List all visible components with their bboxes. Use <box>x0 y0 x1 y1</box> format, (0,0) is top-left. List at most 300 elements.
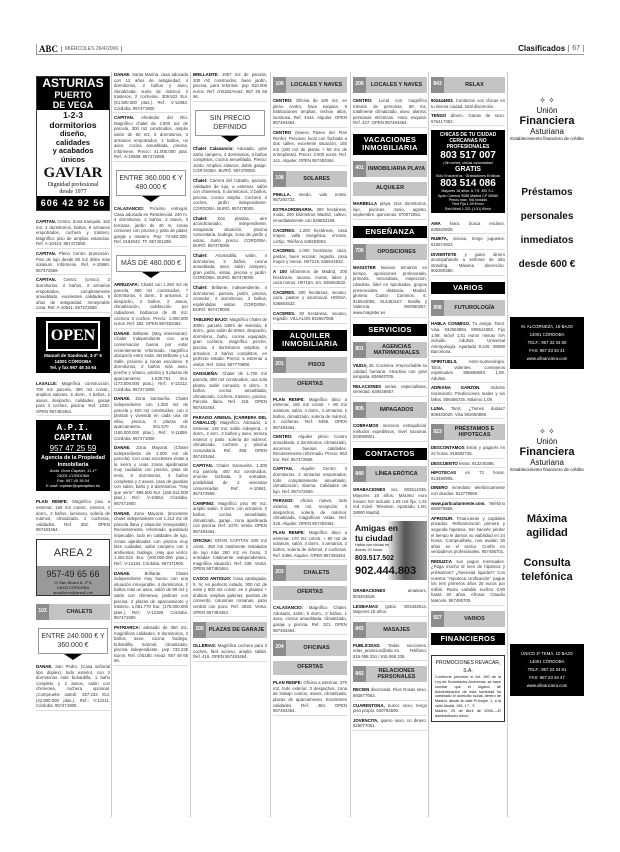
arrow-down-icon <box>142 196 160 202</box>
classified-ad <box>36 499 110 535</box>
section-header-inmobiliaria-playa <box>353 161 427 177</box>
ad-line: diseño, <box>59 129 87 138</box>
ad-text: Brillante, independiente, 4 dormitorios, parcela, jardín, piscina, comedor, 4 dormitorios, 3 baños, espléndidas vistas. CORDOBA. BURÓ. 957478000. <box>193 285 267 313</box>
ad-line: ¡Sin cortes, chicas conectadas! <box>443 161 493 166</box>
ad-text: San Pedro. (Casa señorial tipo dúplex), todo exterior, con 2 dormitorios más buhardilla, 1 baño completo y 2 aseos, salón con chimenea, cochera opcional. ¡Compruebe usted!. 257.233 Eur. (42.800.000 ptas.). Ref.: V-12211. Córdoba. 957471900. <box>36 664 110 709</box>
column-divider <box>270 72 271 817</box>
price-range-box <box>116 255 186 272</box>
ad-lead: PINILLA. <box>273 191 291 197</box>
section-label: LOCALES Y NAVES <box>370 82 423 88</box>
price-range-label: MÁS DE 480.000 € <box>121 260 181 268</box>
category-banner: ALQUILER INMOBILIARIA <box>273 330 347 351</box>
classified-ad <box>431 470 505 483</box>
ad-text: Nuevos temarios en tiempo, oposiciones profesorado, primaria, secundaria, inspección, cátedras, líder en aprobados, grupos presenciales, distancia, Madrid, glorieta Cuatro Caminos, 6. 915543065, 914453167. Sevilla y Valencia. 902050267. www.magister.es <box>353 265 427 315</box>
ad-line: Madrid, 25 de Abril de 2006.—El administrador único. <box>435 708 501 718</box>
classified-ad <box>353 423 427 442</box>
classified-ad <box>193 538 267 574</box>
ad-text: sus pagos mensuales. ¿Paga mucho al mes de hipoteca y préstamos? ¿Necesita liquidez? Con nuestra "Hipoteca Unificación" pague los tres primeros años 25 euros por millón. Resto variable euríbor 0,80 hasta 30 años. Afrosur. Claudio Marcelo. 957485700. <box>431 558 505 604</box>
ad-lead: DANAE. <box>114 445 131 451</box>
ad-line: Amigas en <box>355 523 398 534</box>
ad-text: Chalet Sansueña. 1.300 m2 parcela, 400 m2 construidos, enorme fachada, 2 entradas, posibilidad de 2 viviendas comunicadas. Ref: A-10661. 957472559. <box>193 463 267 497</box>
ad-text: Magnífica construcción, 700 m2 parcela, 380 m2 constr., amplios salones, 5 dorm., 4 baños, 2 aseos, despacho, calidades, garaje para 3 coches, piscina. Ref. 1030. OPEN 957483464. <box>36 380 110 414</box>
classified-ad <box>431 321 505 357</box>
ad-line: AREA 2 <box>53 547 93 560</box>
ad-text: Magnífico Chalet. Adosado, salón, 5 dorm., 2 baños, 1 aseo, cocina amueblada, climatizado, garaje y piscina. Ref. 321. OPEN 957483464. <box>273 605 347 633</box>
ad-lead: CACERES. <box>273 248 296 254</box>
ad-text: morosos extrajudicial, métodos expeditivos, nivel nacional. 933069921. <box>353 423 427 440</box>
ad-text: Zona Mayoral. (Chalet independiente de 2.000 m2 de parcela). Con unas excelentes vistas a la sierra y unas zonas ajardinadas muy cuidadas con piscina, pista de tenis, 5 dormitorios, 3 baños completos y 2 aseos, casa de guardas con salón, baño y 2 dormitorios. "Hay que verlo". 986.500 Eur. (160.812.000 ptas.). Ref.: V-10664. Córdoba. 957471900. <box>114 445 188 507</box>
ad-line: Agencia de la Propiedad Inmobiliaria <box>41 455 105 468</box>
section-header-relax <box>431 77 505 93</box>
ad-text: Tarot. ¿Tienes dudas? 806403020. Visa 902050898. <box>431 406 506 417</box>
classified-ad <box>431 461 505 469</box>
section-number: 706 <box>353 244 366 260</box>
ad-lead: RELACIONES <box>353 383 382 389</box>
subsection-header: OFERTAS <box>273 586 347 600</box>
ad-lead: HABLA CONMIGO. <box>431 321 471 327</box>
ad-lead: BRILLANTE: <box>193 72 219 77</box>
ad-text: Alquiler pleno Centro amueblado, 2 dormitorios, climatizado, ascensor, buenas calidades. Recientemente reformado. Precio: 563 Eur. Ref. 957472559. <box>273 434 347 462</box>
column-4 <box>273 72 347 718</box>
section-header-oficinas <box>273 640 347 656</box>
ad-line: area2inmo@area2.net <box>37 590 109 595</box>
section-header-chalets <box>36 604 110 620</box>
column-1 <box>36 72 110 713</box>
section-number: 843 <box>431 77 444 93</box>
ad-lead: GRABACIONES <box>353 588 386 594</box>
classified-ad <box>193 415 267 462</box>
classified-ad <box>193 317 267 369</box>
section-number: 103 <box>36 604 49 620</box>
classified-ad <box>114 331 188 395</box>
ad-line: Avda. Gran Capitán, 11-1º <box>49 468 97 474</box>
section-label: PLAZAS DE GARAJE <box>208 627 265 634</box>
ad-line: 1-2-3 <box>63 110 83 120</box>
ad-line: 14001 CÓRDOBA <box>36 359 110 365</box>
display-ad-area <box>36 539 110 596</box>
display-ad-open <box>36 317 110 373</box>
ad-line: y acabados <box>52 146 94 155</box>
ad-line: Tel. y fax 957 48 34 64 <box>36 365 110 371</box>
category-banner: VACACIONES INMOBILIARIA <box>353 134 427 155</box>
ad-text: Magnífica cochera para 2 coches, fácil acceso, amplia salida. Ref. 416. OPEN 957483464. <box>193 643 267 660</box>
ad-line: Consulta <box>523 557 571 569</box>
ad-lead: DANAE. <box>114 570 131 576</box>
ad-lead: DANAE. <box>114 72 131 77</box>
ad-lead: PLAN RENFE: <box>273 530 305 536</box>
ad-line: Mayores 18 años. A.T.S. 300 S.L. <box>441 189 495 194</box>
section-number: 927 <box>431 611 444 627</box>
ad-lead: DIVIERTETE <box>431 251 457 257</box>
ad-lead: AFROSUR. <box>431 515 454 521</box>
classified-ad <box>431 516 505 557</box>
ad-line: GRATIS <box>455 165 481 173</box>
classified-ad <box>273 207 347 226</box>
ad-text: Centro. (Unico). 2 dormitorios, 2 baños, 3 armarios empotrados, completamente amueblado, excelentes calidades, 5 años de antigüedad. Inmejorable zona. Ref. A-10641. 957472559. <box>36 277 110 311</box>
ad-lead: EXTRAORDINARIA. <box>273 206 314 212</box>
classified-ad <box>193 285 267 315</box>
ad-lead: AMA <box>431 221 441 227</box>
ad-line: DE VEGA <box>37 100 109 110</box>
ad-lead: ARRUZAFA: <box>114 282 140 288</box>
classified-ad <box>353 687 427 700</box>
ad-lead: CENTRO: <box>353 98 373 103</box>
classified-ad <box>273 498 347 528</box>
ad-lead: PARAISO ARENAL (CARRERA DEL CABALLO): <box>193 414 267 426</box>
section-label: CHALETS <box>303 570 330 577</box>
ad-line: CERCANAS NO PROFESIONALES <box>446 138 490 151</box>
ad-lead: CAPITAN. <box>36 277 56 283</box>
ad-text: Chalet de 1.700 m2 parcela, 280 m2 construidos, una sola planta, salón comedor, 6 dorm., 3 baños, cocina amueblada, climatizado, cochera, trastero, piscina. Parcela llana. Ref. 318. OPEN 957483464. <box>193 371 267 410</box>
column-divider <box>350 72 351 817</box>
classified-ad <box>353 718 427 731</box>
ad-line: ASTURIAS <box>37 77 109 90</box>
ad-line: 14001 CÓRDOBA <box>529 332 565 337</box>
ad-text: dinero. Ganas de sexo. 676417352. <box>431 113 505 124</box>
arrow-down-icon <box>221 136 239 142</box>
ad-lead: OLLERIAS: <box>193 643 217 649</box>
ad-line: Precio máx. IVA incluido <box>448 198 488 202</box>
ad-lead: CAPITAN. <box>36 219 56 224</box>
ad-text: Todas secciones. relax_anuncios@abc.es. Teléfono: 915 068 334 / 915 068 335. <box>353 642 427 659</box>
ad-lead: COBRAMOS <box>353 423 379 429</box>
ad-text: Carrera del Caballo, parcela, calidades de lujo, a estrenar, salón con chimenea, 5 dormitorios, 3 baños, piscina, cocina amplia. Cochera 2 coches, jardín independiente. CORDOBA. BURÓ. 957478000. <box>193 177 267 211</box>
section-number: 401 <box>353 161 366 177</box>
ad-line: Asturiana <box>530 458 564 467</box>
section-label: AGENCIAS MATRIMONIALES <box>373 344 420 357</box>
ad-text: Magnífico piso a estrenar, 150 m2 constr., exterior, 4 dorm., 2 baños, luminoso, solería de mármol, climatizado, 2 cocheras, calidades. Ref. 302. OPEN 957483464. <box>36 499 110 533</box>
ad-text: Magnífico chalet de 300m. parcela 340m de vivienda, 5 dorm., gran salón de 60m2, despacho, dormitorio, baño, cocina equipada, gran cochera, magnífico porche, piscina, 4 dormitorios amplios, 4 armarios, 2 baños completos, en perfecto estado. Precio: a estrenar a visitar. Ref. 3194. 957776808. <box>193 317 267 367</box>
section-number: 201 <box>273 357 286 373</box>
section-label: LÍNEA ERÓTICA <box>375 471 418 478</box>
classified-ad <box>36 251 110 275</box>
column-divider <box>190 72 191 817</box>
ad-lead: DESCONTAMOS <box>431 445 465 451</box>
classified-ad <box>353 384 427 397</box>
ad-lead: Chalet: <box>193 177 208 183</box>
section-number: 842 <box>353 666 366 682</box>
ad-text: amateurs. 803403628. <box>353 588 427 599</box>
page-masthead <box>36 44 584 55</box>
ad-lead: HIPOTECAS <box>431 470 457 476</box>
section-header-locales-y-naves <box>353 77 427 93</box>
display-ad-amigas <box>353 521 427 580</box>
ad-lead: LESBIANAS <box>353 603 378 609</box>
display-ad-ufa-contact <box>510 317 584 369</box>
subsection-header: OFERTAS <box>273 661 347 675</box>
section-header-chalets <box>273 565 347 581</box>
ad-lead: DINERO <box>431 485 448 491</box>
ad-text: Magnífico ático a estrenar, 150 m2 constr. + 80 m2 solarium, salón, 4 dorm., 4 armarios, 2 baños, climatizado, solería de mármol, 2 cocheras. Ref. 6456. OPEN 957483464. <box>273 396 348 430</box>
ad-text: Oficina a estrenar, 375 m2, todo exterior, 3 despachos, zona de trabajo común, aseos, climatizada, plazas de aparcamiento. Excelentes calidades. Ref. 484. OPEN 957483464. <box>273 680 348 714</box>
display-ad-api <box>36 420 110 491</box>
ad-lead: 902444803. <box>431 98 454 103</box>
classified-ad <box>431 252 505 276</box>
ad-line: CAPITAN <box>54 433 92 444</box>
ad-text: Próximo entregal. Casa adosada en Residencial. 240 m, 4 dormitorios, 2 baños, 2 aseos, 3 terrazas, jardín de 40 m, zonas comunes con piscina y pista de pádel, garaje y trastero. Pvp: 74.500.000. Ref. 0194043. TF. 957401298. <box>114 205 188 245</box>
ad-line: Unión <box>536 106 558 115</box>
classified-ad <box>431 359 505 383</box>
ad-line: Establecimiento financiero de crédito <box>510 467 584 472</box>
section-label: PRÉSTAMOS E HIPOTECAS <box>454 426 495 439</box>
ad-text: divorciada. Ríos Rosas sexo. 692677663. <box>353 687 427 699</box>
ad-line: ÚNICO 2º TEMA, 10 BAJO <box>521 651 573 656</box>
ad-line: únicos <box>60 154 86 164</box>
ad-line: FAX: 957 33 34 41 <box>529 348 565 353</box>
ad-line: Apdo Correos 9088 Madrid CP 28080 <box>437 193 499 198</box>
subsection-header: OFERTAS <box>273 378 347 392</box>
ad-line: 14003 CÓRDOBA <box>37 585 109 590</box>
section-header-varios <box>431 611 505 627</box>
ad-text: oficina nueva, todo exterior, 85 m2, recepción, 3 despachos, solería de mármol, climatizada, magníficas vistas. Ref. 226. Alquiler. OPEN 957483464. <box>273 498 347 526</box>
ad-lead: CENTRO <box>273 129 292 135</box>
classified-ad <box>353 703 427 716</box>
section-header-plazas-de-garaje <box>193 622 267 638</box>
classified-ad <box>273 466 347 496</box>
section-label: IMPAGADOS <box>379 407 414 414</box>
price-range-box <box>195 110 265 136</box>
ad-lead: CACERES. <box>273 310 296 316</box>
classified-ad <box>36 381 110 417</box>
ad-lead: LUNA. <box>431 406 445 412</box>
ad-lead: DESCUENTO <box>431 460 458 466</box>
section-number: 923 <box>431 424 444 440</box>
section-number: 801 <box>353 342 366 358</box>
column-divider <box>111 72 112 817</box>
ad-lead: RUBITA, <box>431 236 449 242</box>
ad-text: 1057 m2 de parcela, 200 m2 construidos, buen jardín, piscina, para reformar. pvp 810.000 euros. Ref. ch0182Area2. 957 49 65 66. <box>193 72 267 100</box>
section-title: Clasificados <box>518 44 566 53</box>
ad-lead: DANAE. <box>36 664 53 670</box>
ad-text: letras. 913240385. <box>459 460 495 466</box>
classified-ad <box>273 192 347 205</box>
section-label: VARIOS <box>464 615 485 622</box>
ad-text: Magnífico ático a estrenar, 170 m2 constr. + 80 m2 de solarium, salón, 4 dorm., 4 armarios, 2 baños, solería de mármol, 2 cocheras. Ref. 6456. Alquiler. OPEN 957483464. <box>273 530 348 558</box>
section-number: 840 <box>353 466 366 482</box>
classified-ad <box>431 406 505 419</box>
ad-line: calidades <box>55 137 91 147</box>
price-range-box <box>116 170 186 196</box>
ad-line: inmediatos <box>520 235 574 246</box>
section-label: INMOBILIARIA PLAYA <box>367 165 426 172</box>
ad-line: agilidad <box>526 527 568 539</box>
ad-line: Solo Encuentros · Grabaciones Eróticas <box>436 173 500 178</box>
ad-text: 200 hectáreas, secano, caza, pastos y alcornocal. H00ISA. 636664532. <box>273 289 347 307</box>
classified-ad <box>353 201 427 220</box>
ad-line: TELF.: 957 23 34 81 <box>527 667 567 672</box>
ad-lead: PARAISO: <box>273 498 294 504</box>
classified-ad <box>114 206 188 247</box>
ad-line: A.P.I. <box>56 423 90 434</box>
ad-lead: MAGISTER <box>353 265 376 271</box>
ad-text: adosado de 350 m2, magníficas calidades, 5 dormitorios, 2 baños, aseo, cocina, bodega, buhardilla, mármol, climatizado, piscina independiente. pvp 733.235 Euros. Ref. ch0180. Area2. 957 49 65 66. <box>114 624 188 664</box>
price-range-box <box>38 628 108 654</box>
ad-line: Manuel de Sandoval, 3-2º 5 <box>36 353 110 359</box>
ad-text: y gana dinero acompañando a señoras de alto standing. Máxima discreción. 902300380. <box>431 251 505 274</box>
classified-ad <box>431 501 505 514</box>
section-header-relaciones-personales <box>353 666 427 682</box>
ad-line: Préstamos <box>521 187 573 198</box>
ad-lead: CENTRO: <box>273 434 293 440</box>
ad-line: PROMOCIONES REVACAR, S.A. <box>435 660 501 675</box>
ad-line: E-mail: capitan@apicapitan.es <box>45 483 101 489</box>
section-number: 908 <box>431 300 444 316</box>
ad-lead: CAPITAN. <box>114 115 134 121</box>
classified-ad <box>273 98 347 128</box>
eagle-logo-icon: ✧ ✧ <box>539 96 555 105</box>
ad-text: serias, especialistas, seriedad. 639446657. <box>353 383 427 395</box>
price-range-label: ENTRE 240.000 € Y 360.000 € <box>41 633 105 650</box>
ad-text: viciosa, tengo juguetes. 616574823. <box>431 236 505 247</box>
ad-lead: DANAE. <box>114 330 131 336</box>
column-divider <box>507 72 508 817</box>
ad-text: kilómetros de Madrid, 200 hectáreas, secano, monte, labor y caza menor. H0715A. SA. 636664532. <box>273 269 347 286</box>
classified-ad <box>36 277 110 313</box>
ad-text: Magnífico piso 90 m2, amplio salón, 3 dorm. con armarios, 2 baños, cocina amueblada, climatizado, garaje, zona ajardinada con piscina. Ref. 1078. Venta. OPEN 957483464. <box>193 500 267 534</box>
subsection-header: ALQUILER <box>353 182 427 196</box>
ad-line: personales <box>520 211 574 222</box>
section-number: 843 <box>353 622 366 638</box>
section-label: FUTUROLOGÍA <box>454 305 495 312</box>
ad-line: desde 1977 <box>59 189 87 195</box>
ad-line: 803 517 007 <box>440 150 496 162</box>
ad-text: Zona Sansueña. Chalet independiente con 1.300 m2 de parcela y 400 m2 construidos, con 2 plantas y vivienda en cada una de ellas, piscina, 3 plazas de aparcamiento. 931.570 Eur. (155.000.000 ptas.). Ref.: V-11859. Córdoba. 957471900. <box>114 396 188 441</box>
ad-text: Chalet con 1.260 m2 de parcela, 380 m2 construidos, 7 dormitorios, 4 dorm., 5 armarios, 2 despacho, 2 baños, 2 aseos, climatización, calefacción por radiadores, barbacoa de 45 m2, cochera 2 coches. Precio: 1.000.000 euros. Ref. 352. OPEN 957483464. <box>114 282 188 327</box>
ad-lead: CALASANCIO: <box>114 205 145 211</box>
ad-text: Brillante. (Muy interesante). Chalet independiente con una conservación buena por estar recientemente reformado, magnífico ubicación entre Avda. del Brillante y La Salle, próximo a zonas escolares. 5 dormitorios, 2 baños más aseo, porche y sótano, piscina y 3 plazas de aparcamiento. 1.039.751 Eur. (173.000.000 ptas.). Ref.: V-12212. Córdoba. 957471900. <box>114 330 188 392</box>
ad-text: Zona Mayoral. (Excelente chalet independiente con 1.213 m2 de parcela llana y situación inmejorable). Recientemente reformado quedando impecable, todo en calidades de lujo, zonas ajardinadas con piscina muy bien cuidadas, salón campero con 2 ambientes, bodega. ¡Hay que verlo!. 1.202.024 Eur. (200.000.000 ptas.). Ref.: V-12194. Córdoba. 957471900. <box>114 510 188 566</box>
display-ad-ufa2 <box>510 377 584 584</box>
ad-line: Unión <box>536 437 558 446</box>
section-header-futurología <box>431 300 505 316</box>
display-ad-revacar <box>431 655 505 722</box>
ad-line: 957 47 25 59 <box>49 444 97 454</box>
ad-text: Astro-numerología. Tarot, videntes, consejeros espirituales. 806558593. 1,09. Adultos. <box>431 359 505 381</box>
section-number: 106 <box>273 77 286 93</box>
ad-lead: DANAE. <box>114 396 131 402</box>
ad-lead: JOVENCITA, <box>353 717 379 723</box>
ad-line: C/ San Álvaro 8, 1º B <box>37 580 109 585</box>
ad-line: 606 42 92 56 <box>37 196 109 210</box>
classified-ad <box>353 588 427 601</box>
ad-lead: CAPITAN. <box>36 250 56 256</box>
ad-line: 803 514 086 <box>440 178 496 190</box>
column-3 <box>193 72 267 664</box>
ad-line: 14001 CÓRDOBA <box>56 473 90 479</box>
classified-ad <box>273 397 347 433</box>
ad-text: Centro. Zona tranquila. 182 m2, 4 dormitorios, baños, 6 armarios empotrados, cochera y trastero. Magnífico piso de amplias estancias. Ref. A-10423. 957472559. <box>36 219 110 247</box>
classified-ad <box>114 445 188 509</box>
ad-text: Local con magnífico tránsito de personas, 80 m2, totalmente climatizado, aseo, alarma, persianas eléctricas. Hace esquina. Ref. 427. OPEN 957483464. <box>353 98 427 126</box>
eagle-logo-icon: ✧ ✧ <box>539 427 555 436</box>
ad-text: Asomadilla, salón, 4 dormitorios, 3 baños, cocina amueblada, aseo, salón campero, gran jardín, vistas, piscina y jardín. CORDOBA. BURÓ. 957478000. <box>193 253 267 281</box>
ad-text: inmediato telefónicamente con deudas. 913779550. <box>431 485 505 496</box>
ad-text: Adosado, gran salón campero, 4 dormitorios, 3 baños completos, cocina amueblada. Precio: Junto. Amplios sótanos, doble garaje. COR-DOBA. BURÓ. 957478000. <box>193 145 267 174</box>
ad-lead: PUBLICIDAD. <box>353 642 381 648</box>
category-banner: CONTACTOS <box>353 448 427 461</box>
classified-ad <box>193 463 267 499</box>
classified-ad <box>273 269 347 288</box>
ad-text: Financieras y capitales privados. Refinanciación primera y segunda hipoteca. Sin hacerle perder el tiempo le damos su viabilidad en 24 horas. Compruébelo, nos avalan 30 años en el sector. Confíe en verdaderos profesionales. 957485701. <box>431 515 505 555</box>
ad-text: quiero sexo, no dinero. 626077051. <box>353 717 427 729</box>
newspaper-brand: ABC <box>36 44 58 54</box>
classified-ad <box>431 98 505 111</box>
classified-ad <box>431 236 505 249</box>
ad-text: Santa Marina, casa adosada con 12 años de antigüedad, 4 dormitorios, 2 baños y aseo, climatizada, suelo de mármol, 2 trasteros, 2 cocheras. 309.522 Eur. (51.500.000 ptas.). Ref.: V-12083. Córdoba. 957471900. <box>114 72 189 111</box>
ad-line: Habla con chicas en directo 24 horas <box>355 543 390 552</box>
column-divider <box>428 72 429 817</box>
classified-ad <box>193 178 267 214</box>
classified-ad <box>114 72 188 113</box>
classified-ad <box>114 282 188 329</box>
ad-text: Alquiler Centro. 3 dormitorios, 2 armarios empotrados, todo completamente amueblado, climatización, alarma. Calidades de lujo. Ref. 957472559. <box>273 466 347 494</box>
ad-lead: SPIRITUELS. <box>431 359 458 365</box>
ad-text: Teléfono 692975855. <box>431 500 505 512</box>
section-header-pisos <box>273 357 347 373</box>
ad-line: telefónica <box>521 571 573 583</box>
ad-lead: PLAN RENFE: <box>273 680 303 686</box>
ad-text: Magnífico. Adosado, a estrenar, 130 m2, salón independ., 4 dorm., 2 arm., 2 baños y aseo, terraza exterior y patio, solería de mármol, climatizado, cochera y piscina comunitaria. Ref. 365. OPEN 957483464. <box>193 420 267 459</box>
ad-text: playa. Dos dormitorios, lujo, piscinas. Junio, agosto, septiembre, quincenas. 670072851. <box>353 200 427 218</box>
classified-ad <box>273 290 347 309</box>
ad-line: 902.444.803 <box>355 565 417 578</box>
classified-ad <box>273 605 347 635</box>
classified-ad <box>431 385 505 404</box>
classified-ad <box>193 253 267 283</box>
section-number: 105 <box>193 622 206 638</box>
ad-text: gratis. 803403613. Mayores 18 años. <box>353 603 427 615</box>
ad-lead: PLAN RENFE: <box>36 499 69 505</box>
classified-ad <box>193 501 267 537</box>
column-2 <box>114 72 188 668</box>
ad-line: Financiera <box>519 115 575 127</box>
ad-text: Brillante. Chalet independiente muy bueno con una situación inmejorable. 4 dormitorios, 2 baños más un aseo, salón de 90 m2 y salón con chimenea, jardines con piscina, 2 plazas de aparcamiento y trastero. 1.051.770 Eur. (175.000.000 ptas.). Ref.: V-12190. Córdoba. 957471900. <box>114 570 188 621</box>
classified-ad <box>353 265 427 317</box>
ad-text: Oficina de 180 m2, en pleno centro, hace esquina, 9 habitaciones amplias, techos altos, luminosa. Ref. 4444. Alquiler. OPEN 957483464. <box>273 98 347 126</box>
ad-lead: LASALLE: <box>36 380 58 386</box>
classified-ad <box>193 72 267 102</box>
category-banner: FINANCIEROS <box>431 633 505 646</box>
classified-ad <box>431 113 505 126</box>
section-label: OPOSICIONES <box>377 249 416 256</box>
section-label: CHALETS <box>66 609 93 616</box>
classified-ad <box>273 680 347 716</box>
ad-line: Fax: 957 49 36 04 <box>56 478 90 484</box>
ad-text: en 72 horas. 913480905. <box>431 470 505 481</box>
ad-lead: GRABACIONES <box>353 487 386 493</box>
ad-text: xxx. 803514346. Mayores 18 años. Máximo euro minuto IVA incluido 1,09 red fija, 1,51 red móvil. Teleotem. Apartado 1.00, 28080 Madrid. <box>353 487 427 515</box>
classified-ad <box>353 363 427 382</box>
classified-ad <box>431 485 505 498</box>
ad-text: 1.000 hectáreas, caza, pastos, buen encinar, regadío, casa mayor y menor. H07219, 636644532. <box>273 248 347 265</box>
ad-lead: CALASANCIO: <box>273 605 304 611</box>
page-number: 67 <box>568 45 584 52</box>
ad-line: Asturiana <box>530 127 564 136</box>
ad-lead: A 100 <box>273 269 287 275</box>
arrow-down-icon <box>142 272 160 278</box>
classified-ad <box>193 643 267 662</box>
section-number: 108 <box>273 171 286 187</box>
classified-ad <box>36 664 110 711</box>
ad-lead: Chalet Calasancio: <box>193 145 234 151</box>
ad-lead: SANSUEÑA: <box>193 371 219 377</box>
ad-text: 45. Cocinera. Irreprochable su calidad humana. Atractiva con gran simpatía. 636940705. <box>353 363 427 380</box>
column-7 <box>510 72 584 704</box>
ad-line: Conforme previene el Art. 150 de la Ley de Sociedades Anónimas, se hace constar que el órgano de Administración de esta sociedad ha cambiado el domicilio social, dentro de Madrid, desde la calle Príncipe, 1, a la calle Alcalá, 155, 1.º - F. <box>435 675 501 708</box>
display-ad-ufa-contact <box>510 644 584 696</box>
ad-lead: MARBELLA <box>353 200 378 206</box>
ad-line: Dignidad profesional <box>47 182 99 188</box>
